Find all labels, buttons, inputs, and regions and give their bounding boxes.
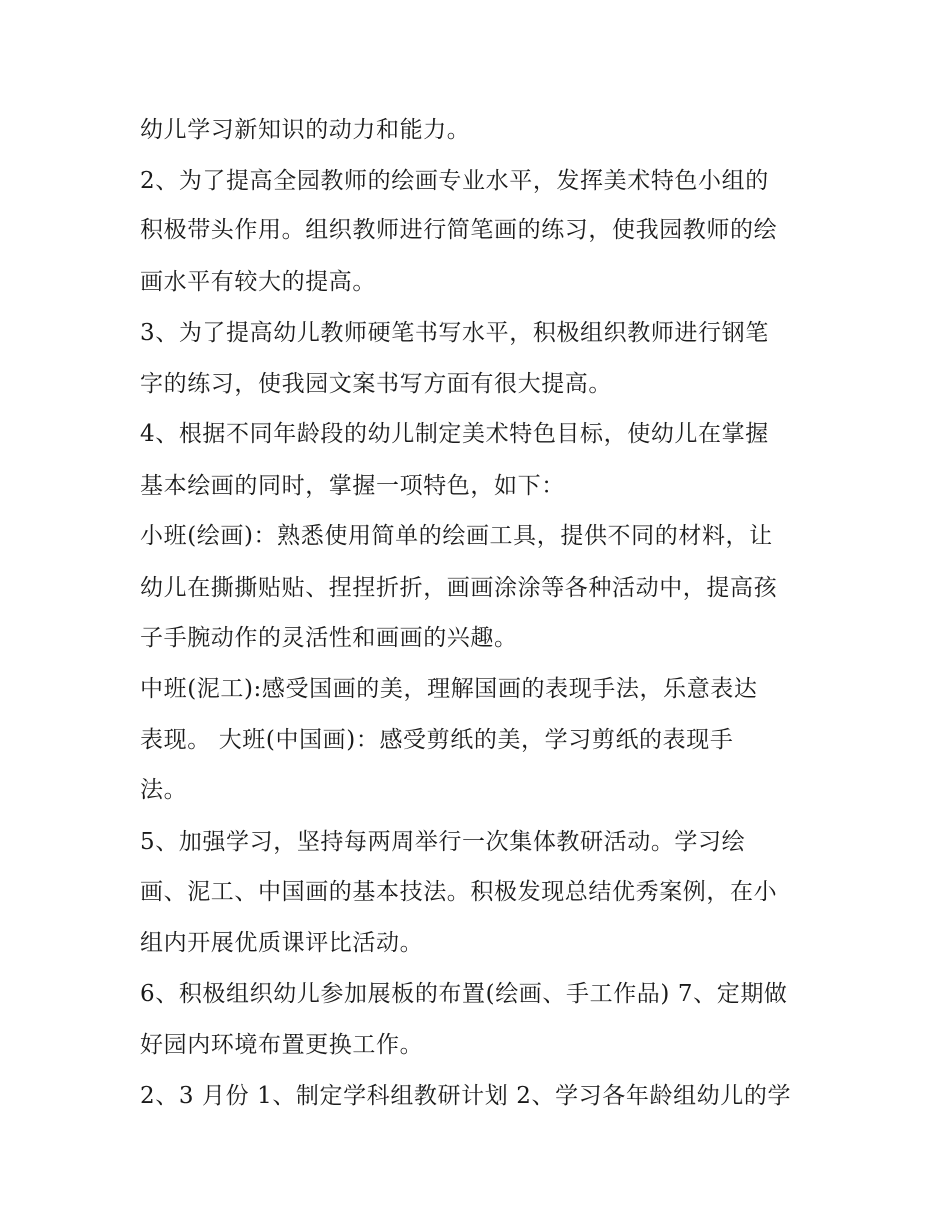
text-line: 组内开展优质课评比活动。 <box>140 930 424 956</box>
text-line: 幼儿学习新知识的动力和能力。 <box>140 117 471 143</box>
text-line: 小班(绘画)：熟悉使用简单的绘画工具，提供不同的材料，让 <box>140 523 773 549</box>
text-line: 中班(泥工):感受国画的美，理解国画的表现手法，乐意表达 <box>140 676 758 702</box>
text-line: 6、积极组织幼儿参加展板的布置(绘画、手工作品) 7、定期做 <box>140 981 788 1007</box>
text-line: 3、为了提高幼儿教师硬笔书写水平，积极组织教师进行钢笔 <box>140 320 769 346</box>
text-line: 幼儿在撕撕贴贴、捏捏折折，画画涂涂等各种活动中，提高孩 <box>140 575 778 601</box>
text-line: 子手腕动作的灵活性和画画的兴趣。 <box>140 625 518 651</box>
text-line: 画水平有较大的提高。 <box>140 269 376 295</box>
text-line: 字的练习，使我园文案书写方面有很大提高。 <box>140 371 612 397</box>
text-line: 法。 <box>140 777 188 803</box>
text-line: 好园内环境布置更换工作。 <box>140 1032 424 1058</box>
text-line: 2、为了提高全园教师的绘画专业水平，发挥美术特色小组的 <box>140 168 769 194</box>
text-line: 5、加强学习，坚持每两周举行一次集体教研活动。学习绘 <box>140 829 746 855</box>
text-line: 2、3 月份 1、制定学科组教研计划 2、学习各年龄组幼儿的学 <box>140 1083 792 1109</box>
text-line: 基本绘画的同时，掌握一项特色，如下： <box>140 473 565 499</box>
text-line: 积极带头作用。组织教师进行简笔画的练习，使我园教师的绘 <box>140 217 778 243</box>
text-line: 4、根据不同年龄段的幼儿制定美术特色目标，使幼儿在掌握 <box>140 421 769 447</box>
text-line: 画、泥工、中国画的基本技法。积极发现总结优秀案例，在小 <box>140 879 778 905</box>
text-line: 表现。 大班(中国画)：感受剪纸的美，学习剪纸的表现手 <box>140 727 734 753</box>
